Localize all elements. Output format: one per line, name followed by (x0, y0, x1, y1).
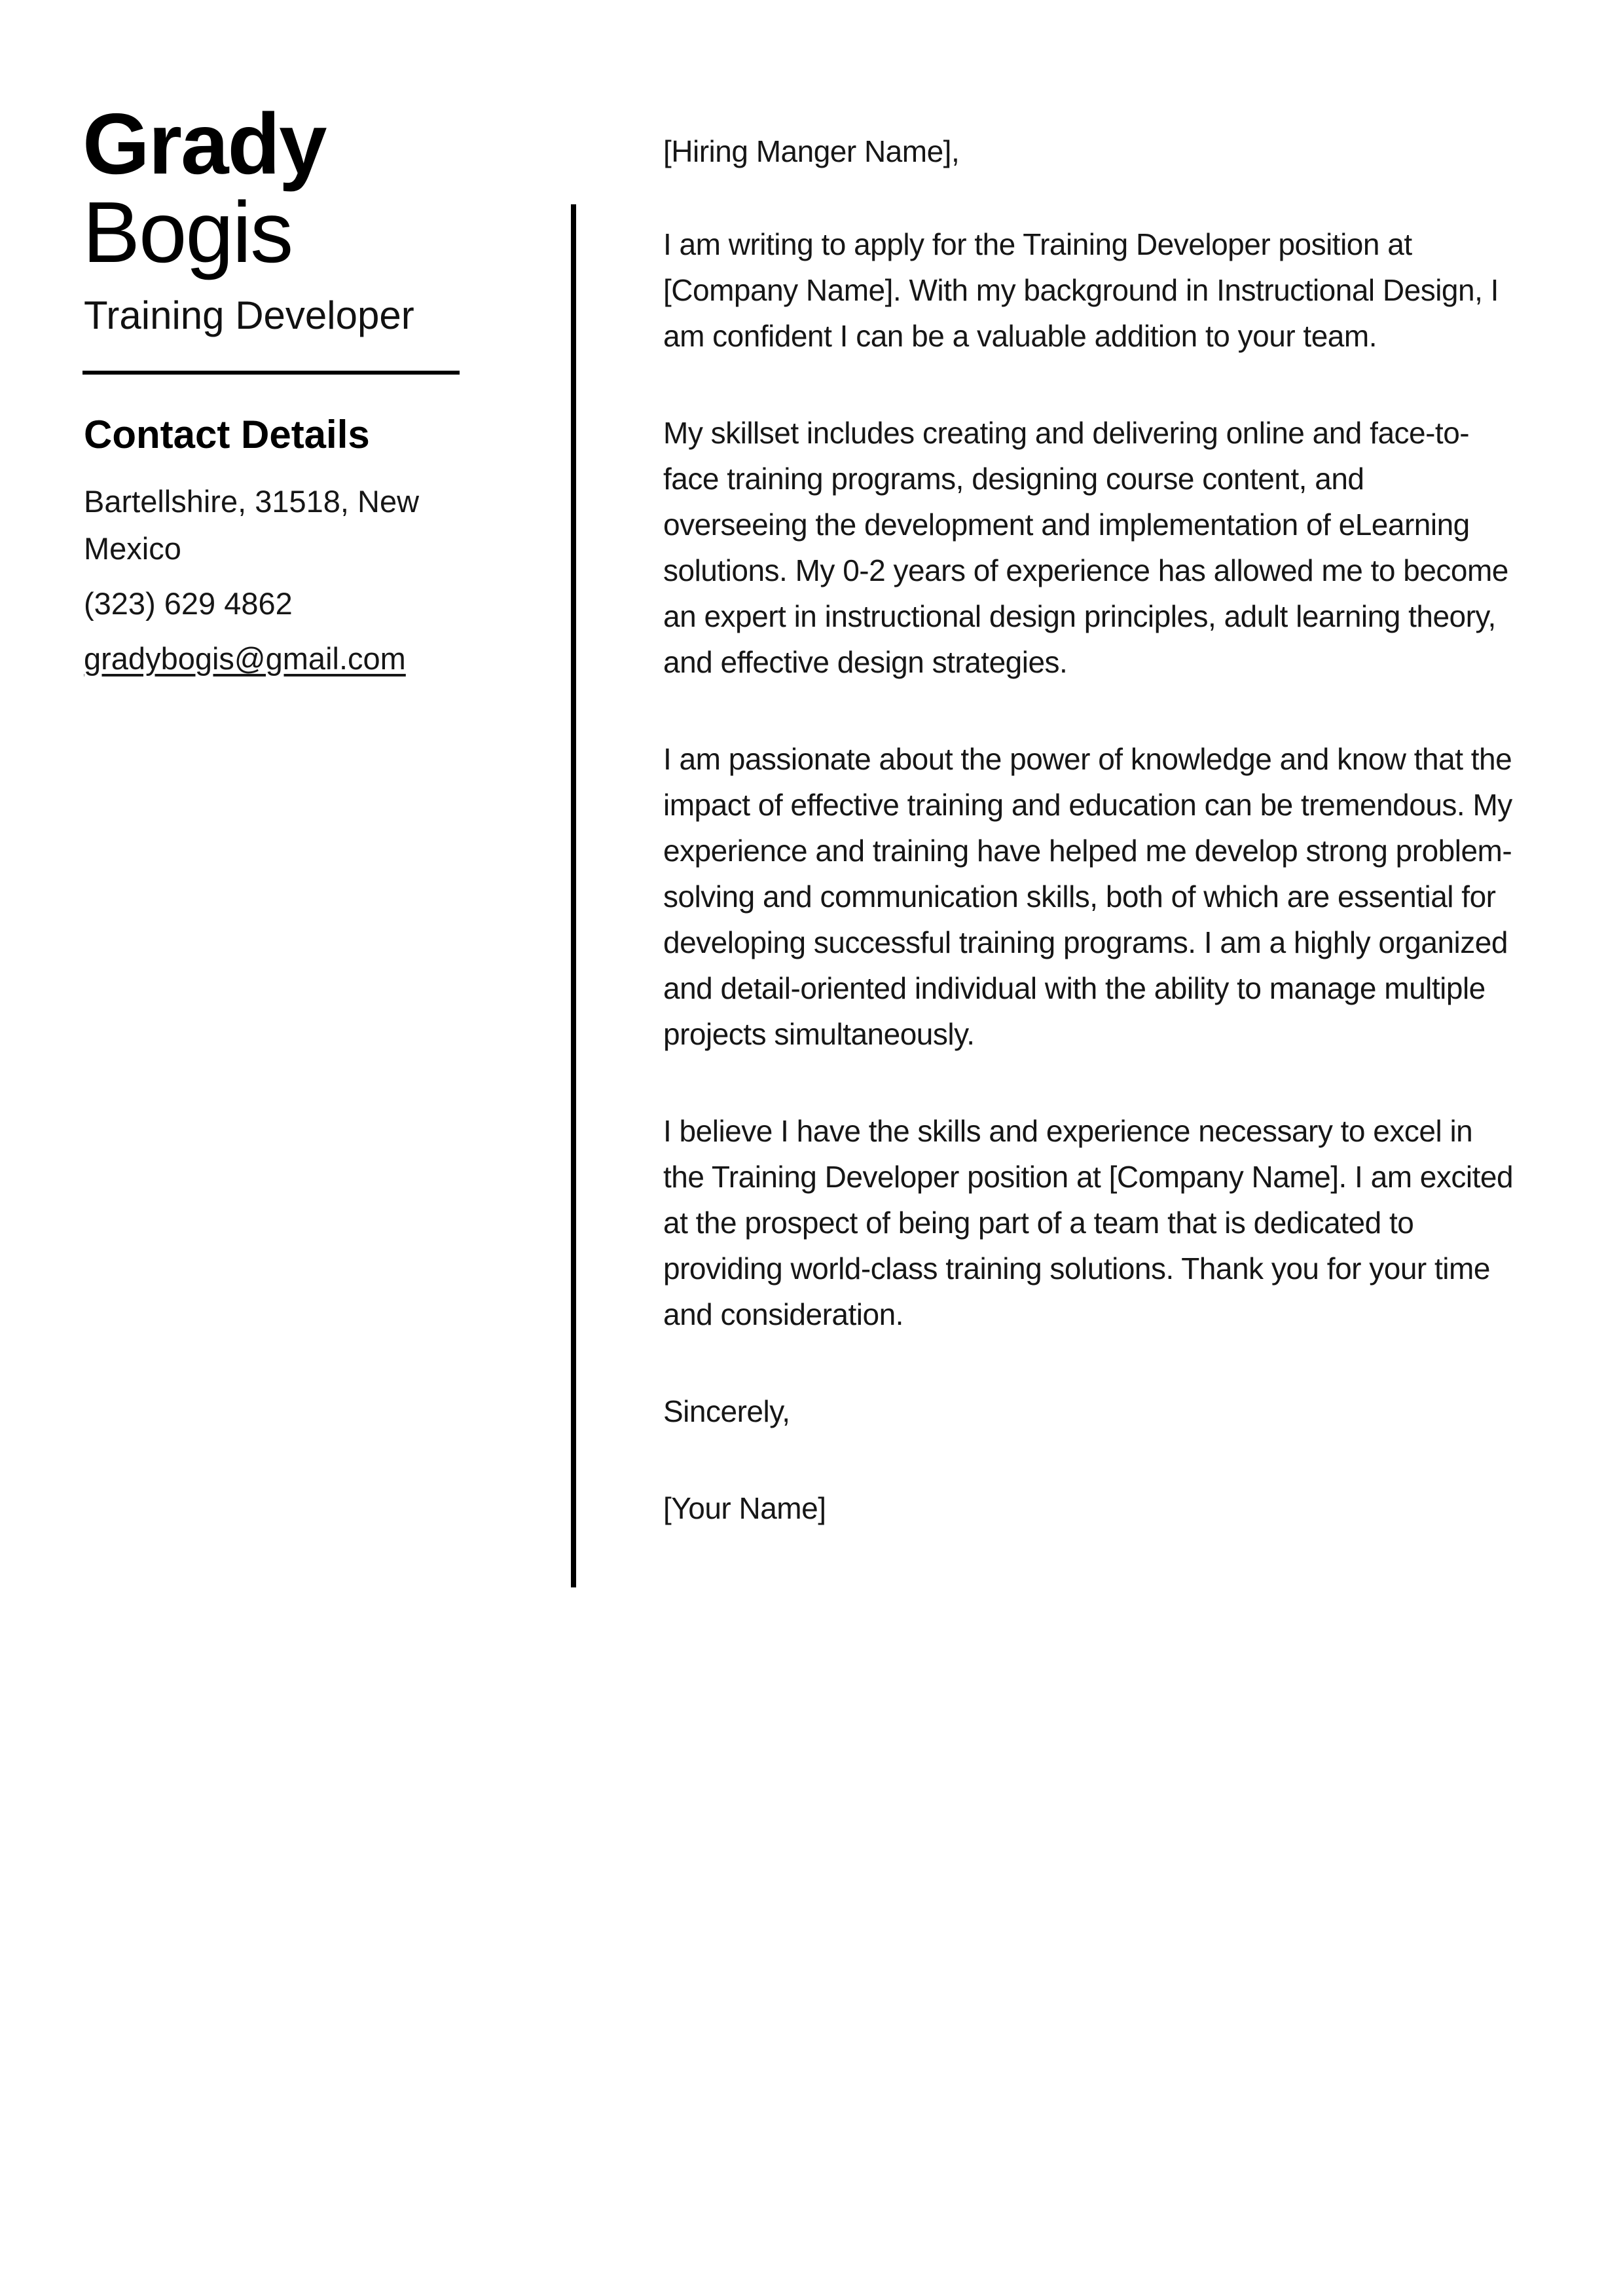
contact-phone: (323) 629 4862 (84, 586, 293, 621)
letter-body (663, 221, 1514, 1531)
letter-accent-bar (571, 204, 576, 1587)
letter-paragraph-2: My skillset includes creating and delivering online and face-to-face training programs, designing course content, and overseeing the development and implementation of eLearning solutions. My 0-2 years of experience has allowed me to become an expert in instructional design principles, adult learning theory, and effective design strategies. (663, 416, 1508, 679)
candidate-name (82, 96, 326, 280)
contact-list (84, 478, 464, 690)
letter-paragraph-4: I believe I have the skills and experience necessary to excel in the Training Developer position at [Company Name]. I am excited at the prospect of being part of a team that is dedicated to providing world-class training solutions. Thank you for your time and consideration. (663, 1114, 1514, 1331)
candidate-first-name: Grady (82, 96, 326, 192)
letter-signature: [Your Name] (663, 1491, 826, 1525)
letter-paragraph-1: I am writing to apply for the Training Developer position at [Company Name]. With my background in Instructional Design, I am confident I can be a valuable addition to your team. (663, 227, 1499, 353)
job-title: Training Developer (84, 293, 414, 337)
contact-email-link[interactable]: gradybogis@gmail.com (84, 641, 406, 676)
letter-greeting: [Hiring Manger Name], (663, 134, 960, 168)
letter-closing: Sincerely, (663, 1394, 790, 1428)
contact-details-heading: Contact Details (84, 413, 370, 456)
letter-paragraph-3: I am passionate about the power of knowledge and know that the impact of effective training and education can be tremendous. My experience and training have helped me develop strong problem-solving and communication skills, both of which are essential for developing successful training programs. I am a highly organized and detail-oriented individual with the ability to manage multiple projects simultaneously. (663, 742, 1512, 1051)
candidate-last-name: Bogis (82, 184, 293, 280)
sidebar-divider (82, 371, 460, 375)
contact-address: Bartellshire, 31518, New Mexico (84, 484, 420, 566)
